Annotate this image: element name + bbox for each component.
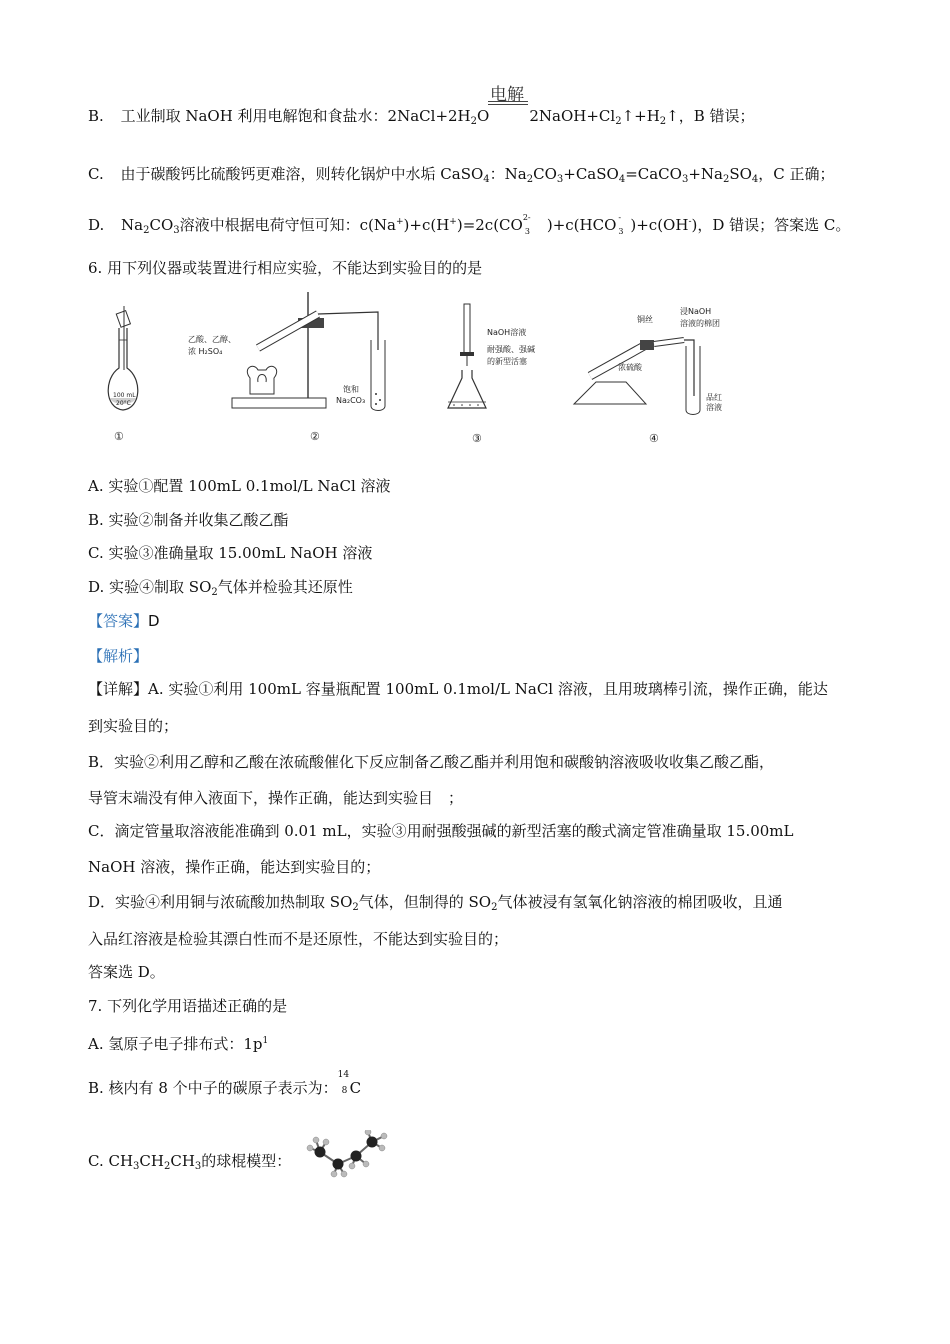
subscript: 3 [194, 1161, 202, 1172]
subscript: 3 [173, 225, 180, 236]
text: 溶液中根据电荷守恒可知：c(Na [179, 216, 396, 234]
text: O [477, 107, 490, 125]
q6-option-b: B. 实验②制备并收集乙酸乙酯 [88, 511, 289, 529]
superscript: 1 [262, 1036, 269, 1046]
stopcock-label-2: 的新型活塞 [487, 357, 527, 366]
option-prefix: D. [88, 216, 105, 234]
acid-label: 浓 H₂SO₄ [188, 347, 223, 356]
superscript: 2- [522, 213, 531, 222]
condition-bar-bottom [488, 104, 528, 105]
text: C. CH [88, 1152, 134, 1170]
explanation-line-2: 到实验目的； [88, 717, 179, 735]
subscript: 3 [618, 227, 624, 236]
answer-value: D [148, 612, 160, 630]
subscript: 2 [352, 902, 359, 913]
line-c [88, 164, 835, 190]
condition-bar-top [488, 101, 528, 102]
text: CO [533, 165, 557, 183]
text: 的球棍模型： [201, 1152, 292, 1170]
cotton-label-2: 溶液的棉团 [680, 319, 720, 328]
line-d [88, 212, 850, 241]
text: CH [170, 1152, 195, 1170]
option-prefix: B. [88, 107, 104, 125]
mass-number: 14 [337, 1070, 350, 1080]
text: CH [139, 1152, 164, 1170]
stopcock-label-1: 耐强酸、强碱 [487, 345, 535, 354]
subscript: 2 [659, 116, 667, 127]
subscript: 2 [163, 1161, 171, 1172]
explanation-line-5: C．滴定管量取溶液能准确到 0.01 mL，实验③用耐强酸强碱的新型活塞的酸式滴定管准确量取 15.00mL [88, 822, 794, 840]
text: 气体被浸有氢氧化钠溶液的棉团吸收，且通 [497, 893, 783, 911]
ester-apparatus-diagram [228, 290, 398, 414]
text: +Na [688, 165, 723, 183]
answer-line [88, 611, 160, 631]
figure-number-1: ① [114, 430, 124, 443]
figure-number-3: ③ [472, 432, 482, 445]
q7-option-a [88, 1031, 268, 1054]
line-b [88, 106, 755, 132]
explanation-line-4: 导管末端没有伸入液面下，操作正确，能达到实验目 ； [88, 789, 464, 807]
ion-charge [616, 213, 630, 236]
element-symbol: C [349, 1079, 362, 1097]
text: SO [729, 165, 752, 183]
naoh-label: NaOH溶液 [487, 328, 527, 337]
electrolysis-condition: 电解 [490, 85, 524, 105]
subscript: 2 [470, 116, 478, 127]
magenta-label-1: 品红 [706, 393, 722, 402]
sulfuric-acid-label: 浓硫酸 [618, 363, 642, 372]
question-7: 7. 下列化学用语描述正确的是 [88, 997, 288, 1015]
explanation-line-9: 答案选 D。 [88, 963, 165, 981]
ion-charge [522, 213, 547, 236]
text: )+c(OH [630, 216, 689, 234]
q7-option-b [88, 1070, 362, 1098]
subscript: 2 [722, 174, 730, 185]
text: 2NaOH+Cl [529, 107, 616, 125]
answer-label: 【答案】 [88, 612, 149, 630]
saturated-label: 饱和 [343, 385, 359, 394]
text: ↑，B 错误； [666, 107, 755, 125]
text: 工业制取 NaOH 利用电解饱和食盐水：2NaCl+2H [120, 107, 471, 125]
text: )+c(HCO [546, 216, 617, 234]
text: Na [121, 216, 144, 234]
subscript: 2 [143, 225, 150, 236]
flask-volume-label: 100 mL [113, 392, 136, 399]
subscript: 2 [211, 587, 218, 598]
explanation-line-7 [88, 892, 782, 918]
explanation-line-1: 【详解】A. 实验①利用 100mL 容量瓶配置 100mL 0.1mol/L NaCl 溶液，且用玻璃棒引流，操作正确，能达 [88, 680, 828, 698]
q6-option-d [88, 577, 353, 603]
text: 气体并检验其还原性 [217, 578, 353, 596]
text: ，C 正确； [758, 165, 835, 183]
subscript: 4 [751, 174, 759, 185]
subscript: 3 [681, 174, 689, 185]
subscript: 4 [483, 174, 490, 185]
subscript: 4 [618, 174, 626, 185]
atomic-number: 8 [341, 1086, 348, 1096]
flask-temp-label: 20°C [116, 400, 131, 407]
subscript: 2 [615, 116, 622, 127]
copper-wire-label: 铜丝 [637, 315, 653, 324]
carbonate-label: Na₂CO₃ [336, 396, 366, 405]
analysis-label: 【解析】 [88, 647, 149, 665]
text: B. 核内有 8 个中子的碳原子表示为： [88, 1079, 338, 1097]
text: ：Na [489, 165, 527, 183]
text: =CaCO [625, 165, 682, 183]
q7-option-c [88, 1151, 291, 1177]
subscript: 3 [556, 174, 564, 185]
text: )=2c(CO [456, 216, 523, 234]
titration-diagram [442, 300, 492, 414]
superscript: + [449, 217, 457, 227]
superscript: - [688, 217, 692, 227]
figure-number-4: ④ [649, 432, 659, 445]
q6-option-c: C. 实验③准确量取 15.00mL NaOH 溶液 [88, 544, 373, 562]
explanation-line-3: B．实验②利用乙醇和乙酸在浓硫酸催化下反应制备乙酸乙酯并利用饱和碳酸钠溶液吸收收集乙酸乙酯， [88, 753, 775, 771]
text: 气体，但制得的 SO [358, 893, 492, 911]
explanation-line-6: NaOH 溶液，操作正确，能达到实验目的； [88, 858, 381, 876]
text: )+c(H [403, 216, 450, 234]
reactants-label: 乙酸、乙醇、 [188, 335, 236, 344]
subscript: 3 [133, 1161, 140, 1172]
nuclide-notation [337, 1070, 350, 1096]
ball-stick-model-image [302, 1130, 392, 1178]
superscript: + [395, 217, 404, 227]
q6-option-a: A. 实验①配置 100mL 0.1mol/L NaCl 溶液 [88, 477, 391, 495]
question-6: 6. 用下列仪器或装置进行相应实验，不能达到实验目的的是 [88, 259, 483, 277]
text: 由于碳酸钙比硫酸钙更难溶，则转化锅炉中水垢 CaSO [120, 165, 484, 183]
subscript: 2 [491, 902, 498, 913]
option-prefix: C. [88, 165, 104, 183]
text: )，D 错误；答案选 C。 [691, 216, 851, 234]
subscript: 2 [526, 174, 534, 185]
text: D．实验④利用铜与浓硫酸加热制取 SO [88, 893, 353, 911]
superscript: - [618, 213, 622, 222]
cotton-label-1: 浸NaOH [680, 307, 712, 316]
explanation-line-8: 入品红溶液是检验其漂白性而不是还原性，不能达到实验目的； [88, 930, 509, 948]
text: ↑+H [621, 107, 660, 125]
text: D. 实验④制取 SO [88, 578, 212, 596]
text: +CaSO [563, 165, 619, 183]
magenta-label-2: 溶液 [706, 403, 722, 412]
text: CO [149, 216, 174, 234]
figure-number-2: ② [310, 430, 320, 443]
text: A. 氢原子电子排布式：1p [88, 1035, 263, 1053]
subscript: 3 [524, 227, 530, 236]
